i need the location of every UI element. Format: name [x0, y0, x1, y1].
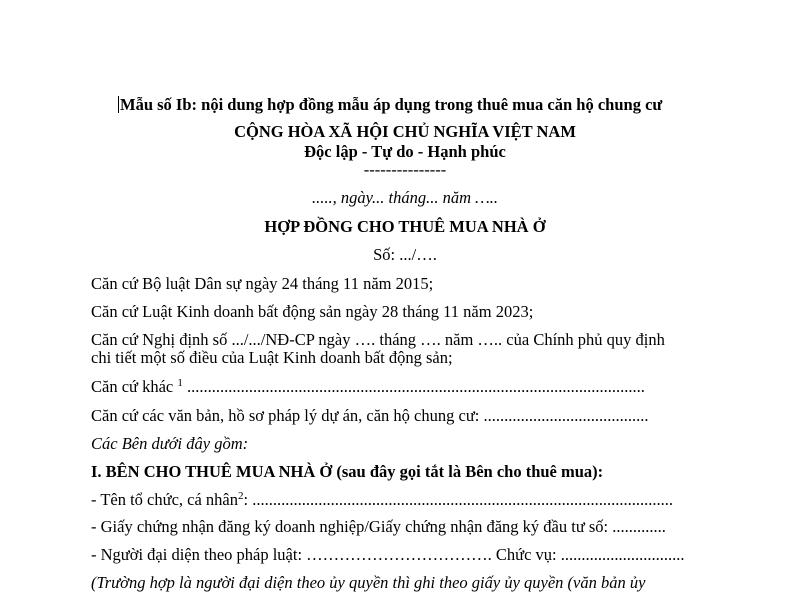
basis-civil-code: Căn cứ Bộ luật Dân sự ngày 24 tháng 11 năm 2015; [91, 274, 434, 293]
org-name-line: - Tên tổ chức, cá nhân$^2$: ...................................................................................................... [91, 490, 673, 509]
contract-number: Số: .../…. [373, 245, 437, 264]
parties-intro: Các Bên dưới đây gồm: [91, 434, 249, 453]
legal-rep-line: - Người đại diện theo pháp luật: ……………………………. Chức vụ: .............................. [91, 545, 685, 564]
motto: Độc lập - Tự do - Hạnh phúc [304, 142, 506, 161]
proxy-note: (Trường hợp là người đại diện theo ủy quyền thì ghi theo giấy ủy quyền (văn bản ủy [91, 573, 646, 592]
footnote-ref[interactable]: 2 [238, 490, 244, 502]
basis-real-estate-law: Căn cứ Luật Kinh doanh bất động sản ngày 28 tháng 11 năm 2023; [91, 302, 534, 321]
footnote-ref[interactable]: 1 [177, 377, 183, 389]
form-title: Mẫu số Ib: nội dung hợp đồng mẫu áp dụng trong thuê mua căn hộ chung cư [120, 95, 663, 114]
text-cursor [118, 96, 119, 113]
contract-title: HỢP ĐỒNG CHO THUÊ MUA NHÀ Ở [264, 217, 546, 236]
divider: --------------- [363, 160, 447, 179]
basis-documents: Căn cứ các văn bản, hồ sơ pháp lý dự án, căn hộ chung cư: ........................................ [91, 406, 649, 425]
basis-other: Căn cứ khác $^1$ ............................................................................................................... [91, 377, 645, 396]
basis-decree-cont: chi tiết một số điều của Luật Kinh doanh bất động sản; [91, 348, 453, 367]
national-title: CỘNG HÒA XÃ HỘI CHỦ NGHĨA VIỆT NAM [234, 122, 576, 141]
business-cert-line: - Giấy chứng nhận đăng ký doanh nghiệp/Giấy chứng nhận đăng ký đầu tư số: ............. [91, 517, 666, 536]
date-line: ....., ngày... tháng... năm ….. [311, 188, 499, 207]
basis-decree: Căn cứ Nghị định số .../.../NĐ-CP ngày …. tháng …. năm ….. của Chính phủ quy định [91, 330, 665, 349]
section-1-title: I. BÊN CHO THUÊ MUA NHÀ Ở (sau đây gọi tắt là Bên cho thuê mua): [91, 462, 604, 481]
